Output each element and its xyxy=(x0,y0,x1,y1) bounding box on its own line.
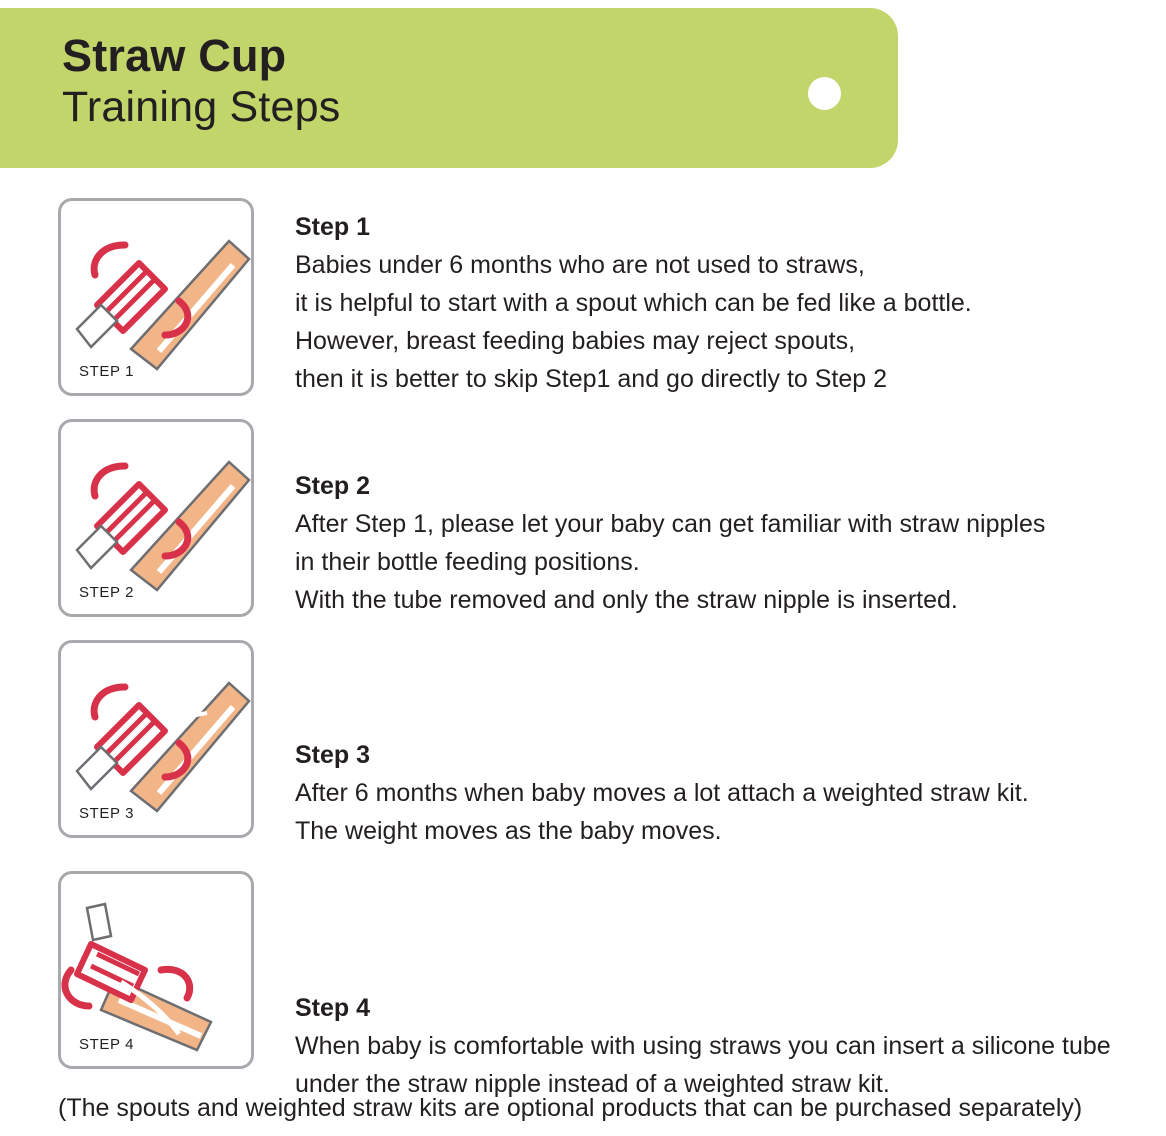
step-title: Step 2 xyxy=(295,472,371,500)
footer-note: (The spouts and weighted straw kits are optional products that can be purchased separately) xyxy=(58,1094,1083,1122)
step-line: it is helpful to start with a spout which can be fed like a bottle. xyxy=(295,289,972,317)
page-subtitle: Training Steps xyxy=(62,83,341,131)
step-text-block xyxy=(295,871,1111,1103)
step-line: in their bottle feeding positions. xyxy=(295,548,640,576)
step-illustration-2 xyxy=(58,419,254,617)
step-text-block xyxy=(295,419,1045,619)
punch-hole-icon xyxy=(808,77,841,110)
step-text-block xyxy=(295,640,1029,850)
step-line: Babies under 6 months who are not used to straws, xyxy=(295,251,865,279)
list-item xyxy=(0,198,1166,398)
step-text-block xyxy=(295,198,972,398)
step-line: However, breast feeding babies may reject spouts, xyxy=(295,327,856,355)
header-banner xyxy=(0,8,898,168)
step-thumb-label: STEP 3 xyxy=(79,805,135,822)
step-thumb-label: STEP 4 xyxy=(79,1036,135,1053)
step-line: When baby is comfortable with using straws you can insert a silicone tube xyxy=(295,1032,1111,1060)
step-illustration-3 xyxy=(58,640,254,838)
step-illustration-4 xyxy=(58,871,254,1069)
step-line: After Step 1, please let your baby can get familiar with straw nipples xyxy=(295,510,1046,538)
page-title: Straw Cup xyxy=(62,30,287,81)
step-line: then it is better to skip Step1 and go directly to Step 2 xyxy=(295,365,888,393)
step-illustration-1 xyxy=(58,198,254,396)
list-item xyxy=(0,640,1166,850)
list-item xyxy=(0,871,1166,1103)
steps-list xyxy=(0,198,1166,1124)
step-line: After 6 months when baby moves a lot attach a weighted straw kit. xyxy=(295,779,1029,807)
step-line: With the tube removed and only the straw nipple is inserted. xyxy=(295,586,958,614)
step-title: Step 1 xyxy=(295,213,371,241)
list-item xyxy=(0,419,1166,619)
step-line: under the straw nipple instead of a weighted straw kit. xyxy=(295,1070,890,1098)
step-title: Step 4 xyxy=(295,994,371,1022)
header-title-block xyxy=(62,30,340,132)
step-title: Step 3 xyxy=(295,741,371,769)
step-thumb-label: STEP 1 xyxy=(79,363,135,380)
step-thumb-label: STEP 2 xyxy=(79,584,135,601)
step-line: The weight moves as the baby moves. xyxy=(295,817,722,845)
